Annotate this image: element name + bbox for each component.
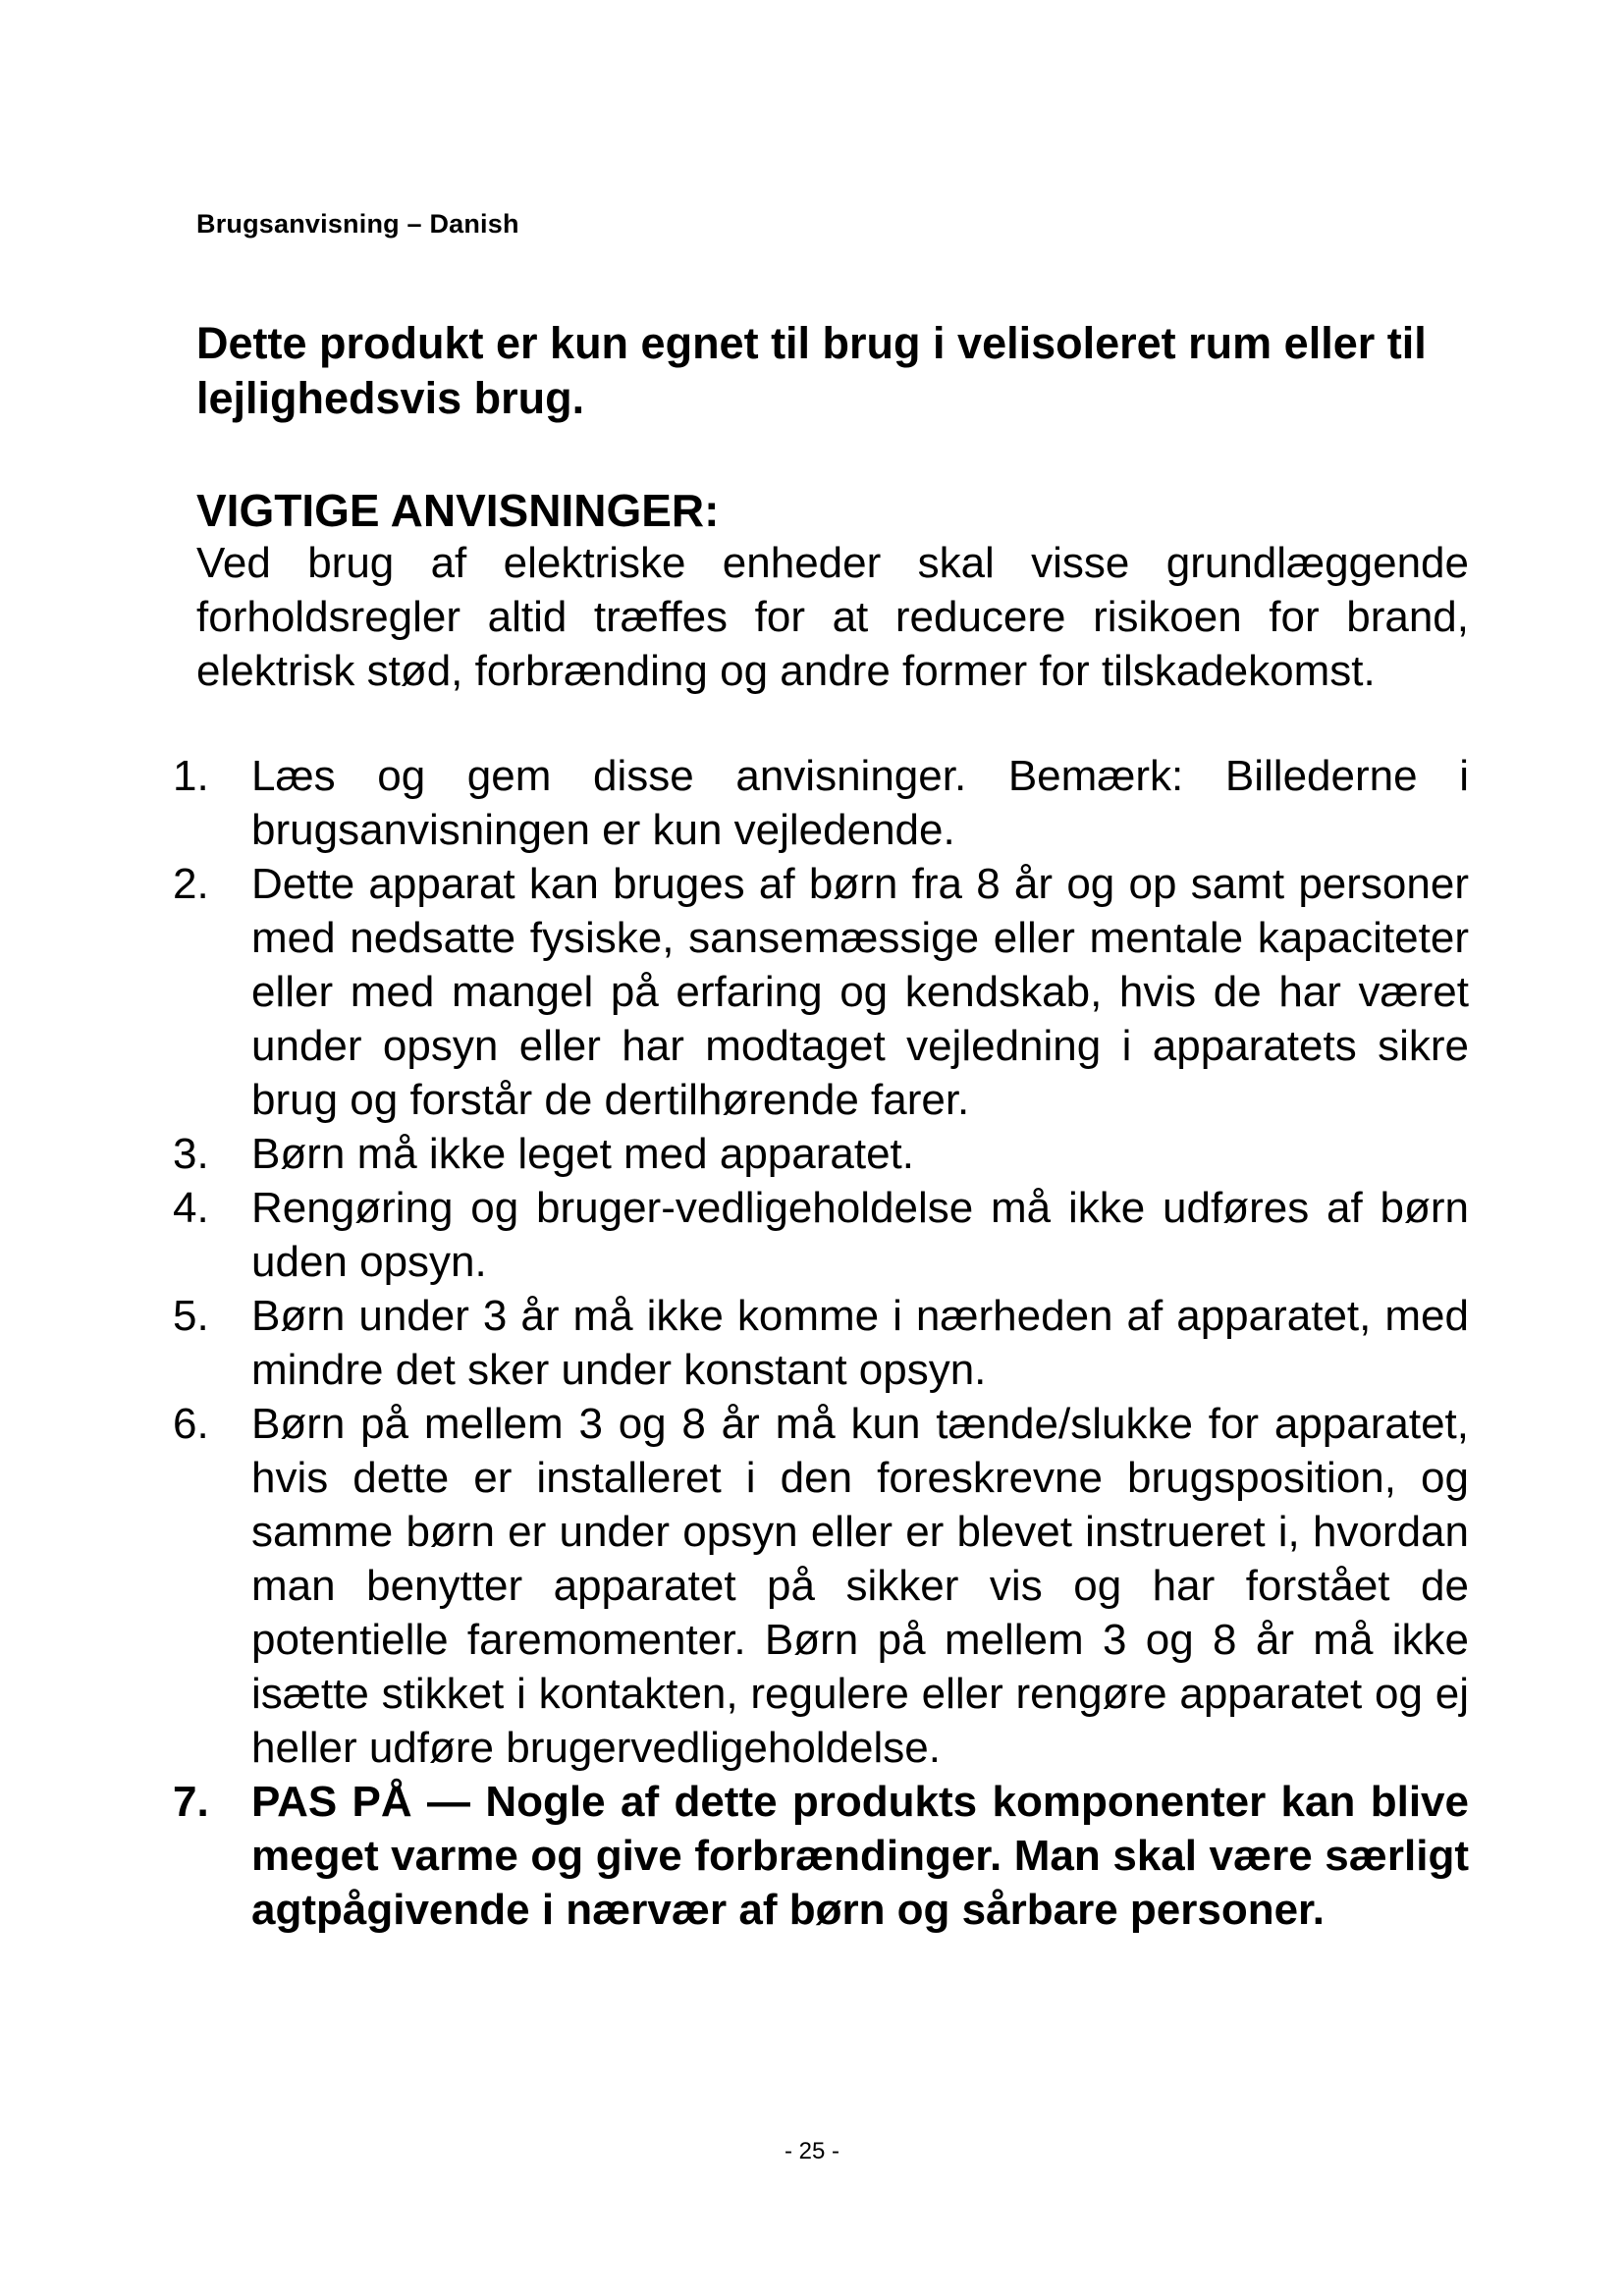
document-header-label: Brugsanvisning – Danish: [196, 209, 519, 239]
list-item: [157, 1127, 1469, 1181]
list-item-text: Dette apparat kan bruges af børn fra 8 år og op samt personer med nedsatte fysiske, sansemæssige eller mentale kapaciteter eller med mangel på erfaring og kendskab, hvis de har været under opsyn eller har modtaget vejledning i apparatets sikre brug og forstår de dertilhørende farer.: [251, 860, 1469, 1124]
list-item: [157, 857, 1469, 1127]
instructions-list: [157, 749, 1469, 1937]
list-item-text: Børn på mellem 3 og 8 år må kun tænde/slukke for apparatet, hvis dette er installeret i den foreskrevne brugsposition, og samme børn er under opsyn eller er blevet instrueret i, hvordan man benytter apparatet på sikker vis og har forstået de potentielle faremomenter. Børn på mellem 3 og 8 år må ikke isætte stikket i kontakten, regulere eller rengøre apparatet og ej heller udføre brugervedligeholdelse.: [251, 1400, 1469, 1772]
list-item-text: Rengøring og bruger-vedligeholdelse må ikke udføres af børn uden opsyn.: [251, 1184, 1469, 1286]
intro-paragraph: Ved brug af elektriske enheder skal visse grundlæggende forholdsregler altid træffes for at reducere risikoen for brand, elektrisk stød, forbrænding og andre former for tilskadekomst.: [196, 539, 1469, 695]
list-item-number: 4.: [173, 1184, 209, 1232]
list-item-text: Børn må ikke leget med apparatet.: [251, 1130, 914, 1178]
list-item-number: 2.: [173, 860, 209, 908]
list-item-number: 1.: [173, 752, 209, 800]
warning-list-item: [157, 1775, 1469, 1937]
page-number: - 25 -: [784, 2138, 839, 2164]
list-item: [157, 749, 1469, 857]
list-item: [157, 1397, 1469, 1775]
warning-text: PAS PÅ — Nogle af dette produkts komponenter kan blive meget varme og give forbrændinger. Man skal være særligt agtpågivende i nærvær af børn og sårbare personer.: [251, 1778, 1469, 1934]
list-item-number: 3.: [173, 1130, 209, 1178]
list-item-text: Børn under 3 år må ikke komme i nærheden af apparatet, med mindre det sker under konstant opsyn.: [251, 1292, 1469, 1394]
list-item-number: 7.: [173, 1778, 209, 1826]
list-item-number: 6.: [173, 1400, 209, 1448]
list-item: [157, 1181, 1469, 1289]
list-item-number: 5.: [173, 1292, 209, 1340]
suitability-note: Dette produkt er kun egnet til brug i velisoleret rum eller til lejlighedsvis brug.: [196, 318, 1427, 423]
list-item-text: Læs og gem disse anvisninger. Bemærk: Billederne i brugsanvisningen er kun vejledende.: [251, 752, 1469, 854]
list-item: [157, 1289, 1469, 1397]
section-heading: VIGTIGE ANVISNINGER:: [196, 485, 720, 536]
